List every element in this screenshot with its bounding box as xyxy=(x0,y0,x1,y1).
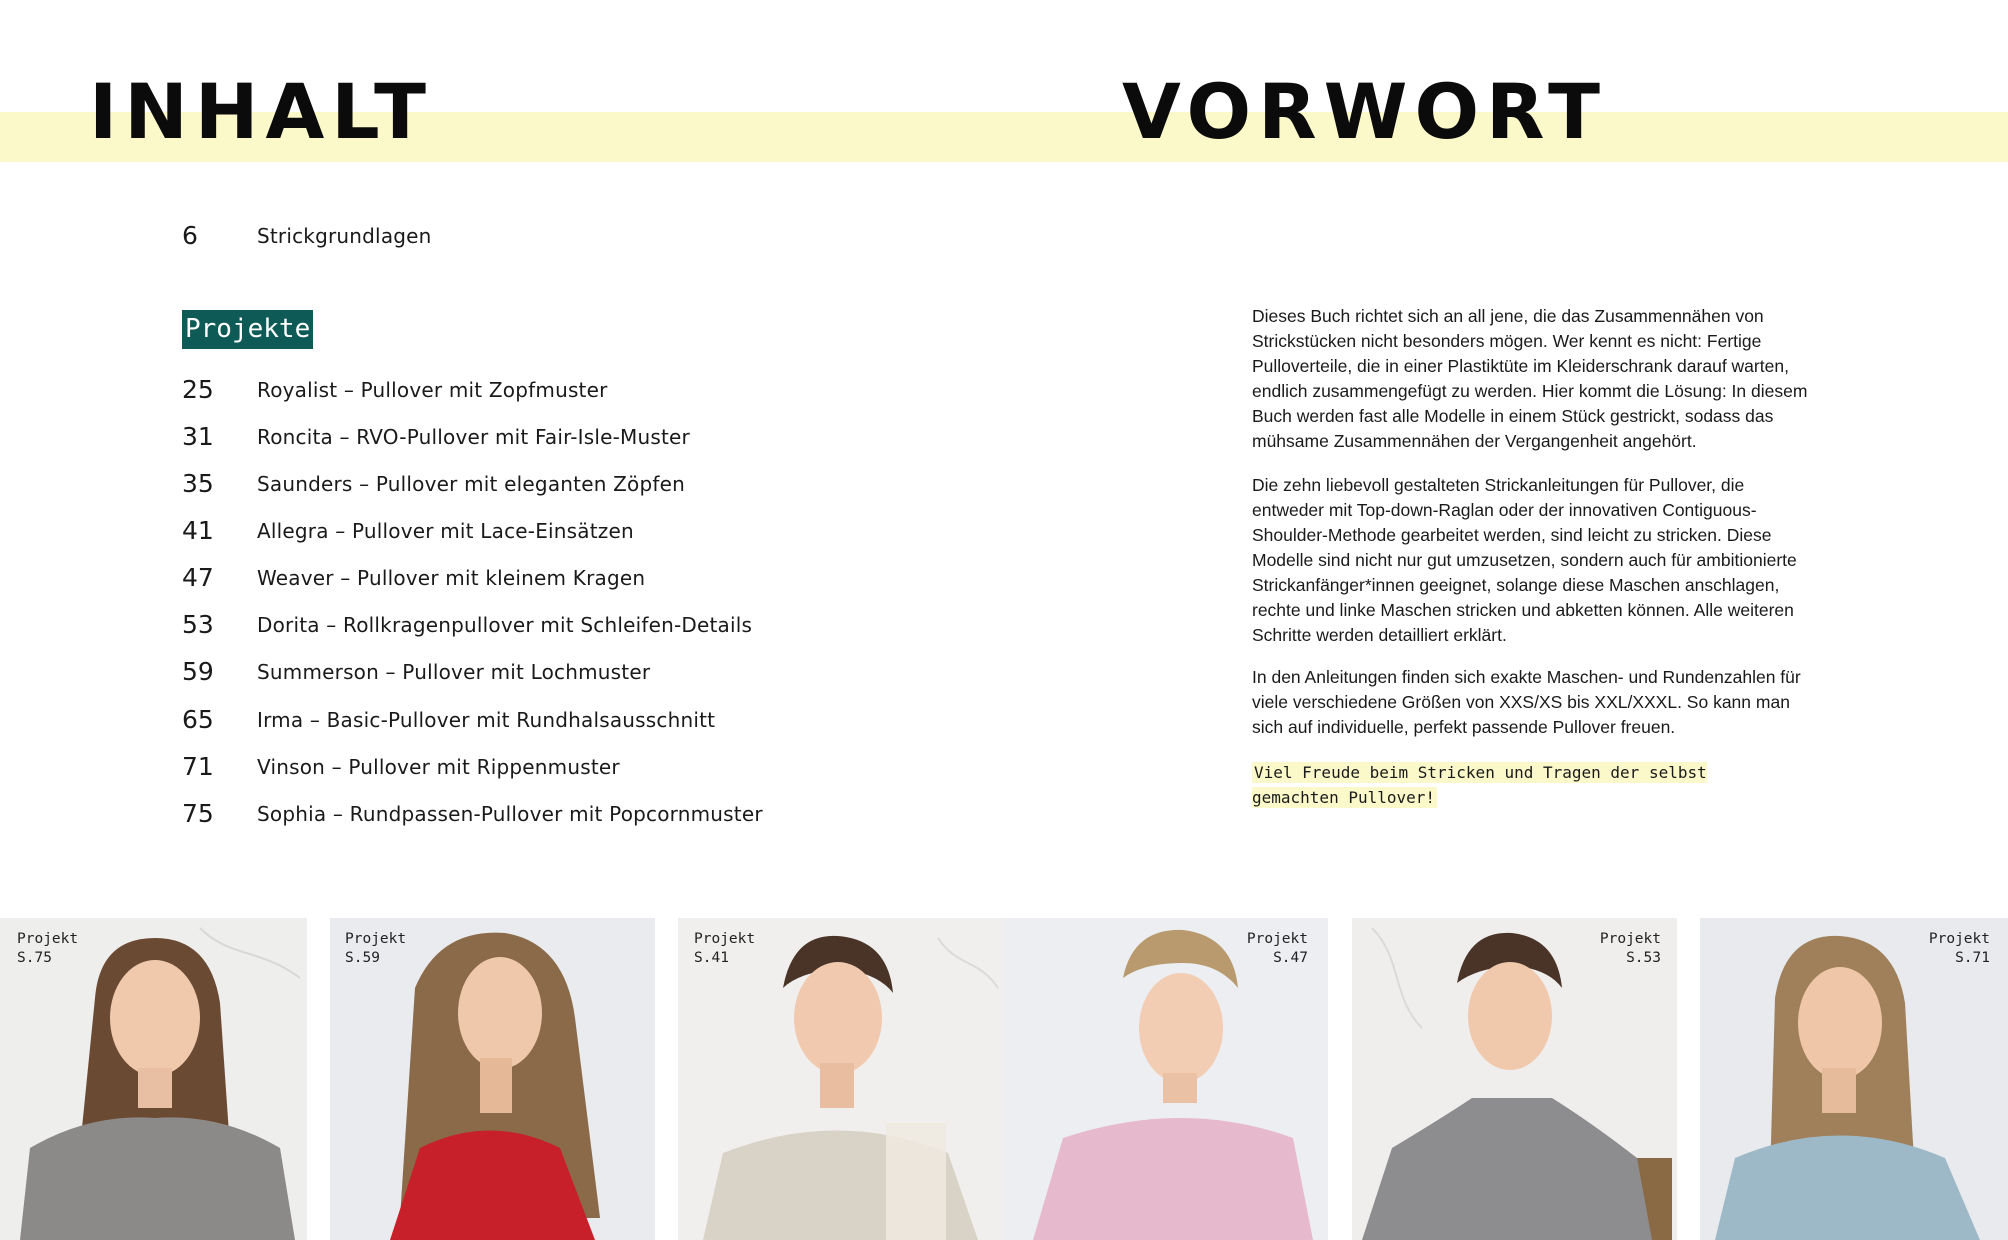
toc-page-number: 35 xyxy=(182,469,214,498)
project-photo[interactable] xyxy=(0,918,307,1240)
project-photo[interactable] xyxy=(1352,918,1677,1240)
toc-entry[interactable] xyxy=(0,372,900,408)
toc-page-number: 75 xyxy=(182,799,214,828)
toc-label: Saunders – Pullover mit eleganten Zöpfen xyxy=(257,472,685,496)
toc-page-number: 71 xyxy=(182,752,214,781)
project-photo[interactable] xyxy=(330,918,655,1240)
foreword-paragraph: Die zehn liebevoll gestalteten Strickanleitungen für Pullover, die entweder mit Top-down-Raglan oder der innovativen Contiguous-Shoulder-Methode gearbeitet werden, sind leicht zu stricken. Diese Modelle sind nicht nur gut umzusetzen, sondern auch für ambitionierte Strickanfänger*innen geeignet, solange diese Maschen anschlagen, rechte und linke Maschen stricken und abketten können. Alle weiteren Schritte werden detailliert erklärt. xyxy=(1252,475,1797,645)
project-photo-label: Projekt S.59 xyxy=(345,931,407,966)
toc-label: Weaver – Pullover mit kleinem Kragen xyxy=(257,566,646,590)
toc-entry[interactable] xyxy=(0,466,900,502)
toc-page-number: 53 xyxy=(182,610,214,639)
foreword-closing-text: Viel Freude beim Stricken und Tragen der selbst gemachten Pullover! xyxy=(1252,763,1707,807)
toc-page-number: 25 xyxy=(182,375,214,404)
toc-entry-basics[interactable] xyxy=(0,218,900,254)
toc-label: Sophia – Rundpassen-Pullover mit Popcornmuster xyxy=(257,802,763,826)
toc-label: Irma – Basic-Pullover mit Rundhalsausschnitt xyxy=(257,708,716,732)
projects-section-badge: Projekte xyxy=(182,310,313,349)
toc-entry[interactable] xyxy=(0,749,900,785)
toc-label: Dorita – Rollkragenpullover mit Schleifen-Details xyxy=(257,613,753,637)
toc-page-number: 41 xyxy=(182,516,214,545)
foreword-closing xyxy=(1252,760,1752,810)
toc-label: Roncita – RVO-Pullover mit Fair-Isle-Muster xyxy=(257,425,690,449)
project-photo-label: Projekt S.53 xyxy=(1599,931,1661,966)
toc-label: Vinson – Pullover mit Rippenmuster xyxy=(257,755,620,779)
toc-entry[interactable] xyxy=(0,513,900,549)
project-photo[interactable] xyxy=(1003,918,1328,1240)
project-photo-label: Projekt S.75 xyxy=(17,931,79,966)
toc-page-number: 65 xyxy=(182,705,214,734)
project-photo[interactable] xyxy=(1700,918,2008,1240)
project-photo-label: Projekt S.47 xyxy=(1246,931,1308,966)
toc-entry[interactable] xyxy=(0,702,900,738)
toc-label: Strickgrundlagen xyxy=(257,224,432,248)
project-photo[interactable] xyxy=(678,918,1003,1240)
foreword-paragraph: In den Anleitungen finden sich exakte Maschen- und Rundenzahlen für viele verschiedene Größen von XXS/XS bis XXL/XXXL. So kann man sich auf individuelle, perfekt passende Pullover freuen. xyxy=(1252,667,1801,737)
foreword-paragraph: Dieses Buch richtet sich an all jene, die das Zusammennähen von Strickstücken nicht besonders mögen. Wer kennt es nicht: Fertige Pulloverteile, die in einer Plastiktüte im Kleiderschrank darauf warten, endlich zusammengefügt zu werden. Hier kommt die Lösung: In diesem Buch werden fast alle Modelle in einem Stück gestrickt, sodass das mühsame Zusammennähen der Vergangenheit angehört. xyxy=(1252,306,1808,451)
toc-entry[interactable] xyxy=(0,607,900,643)
project-photo-label: Projekt S.71 xyxy=(1928,931,1990,966)
toc-entry[interactable] xyxy=(0,654,900,690)
toc-label: Summerson – Pullover mit Lochmuster xyxy=(257,660,651,684)
toc-entry[interactable] xyxy=(0,419,900,455)
toc-entry[interactable] xyxy=(0,560,900,596)
toc-page-number: 31 xyxy=(182,422,214,451)
toc-page-number: 6 xyxy=(182,221,198,250)
project-photo-label: Projekt S.41 xyxy=(694,931,756,966)
toc-label: Allegra – Pullover mit Lace-Einsätzen xyxy=(257,519,634,543)
toc-page-number: 47 xyxy=(182,563,214,592)
vorwort-title: VORWORT xyxy=(1122,67,1607,156)
toc-page-number: 59 xyxy=(182,657,214,686)
inhalt-title: INHALT xyxy=(89,67,433,156)
toc-entry[interactable] xyxy=(0,796,900,832)
toc-label: Royalist – Pullover mit Zopfmuster xyxy=(257,378,608,402)
